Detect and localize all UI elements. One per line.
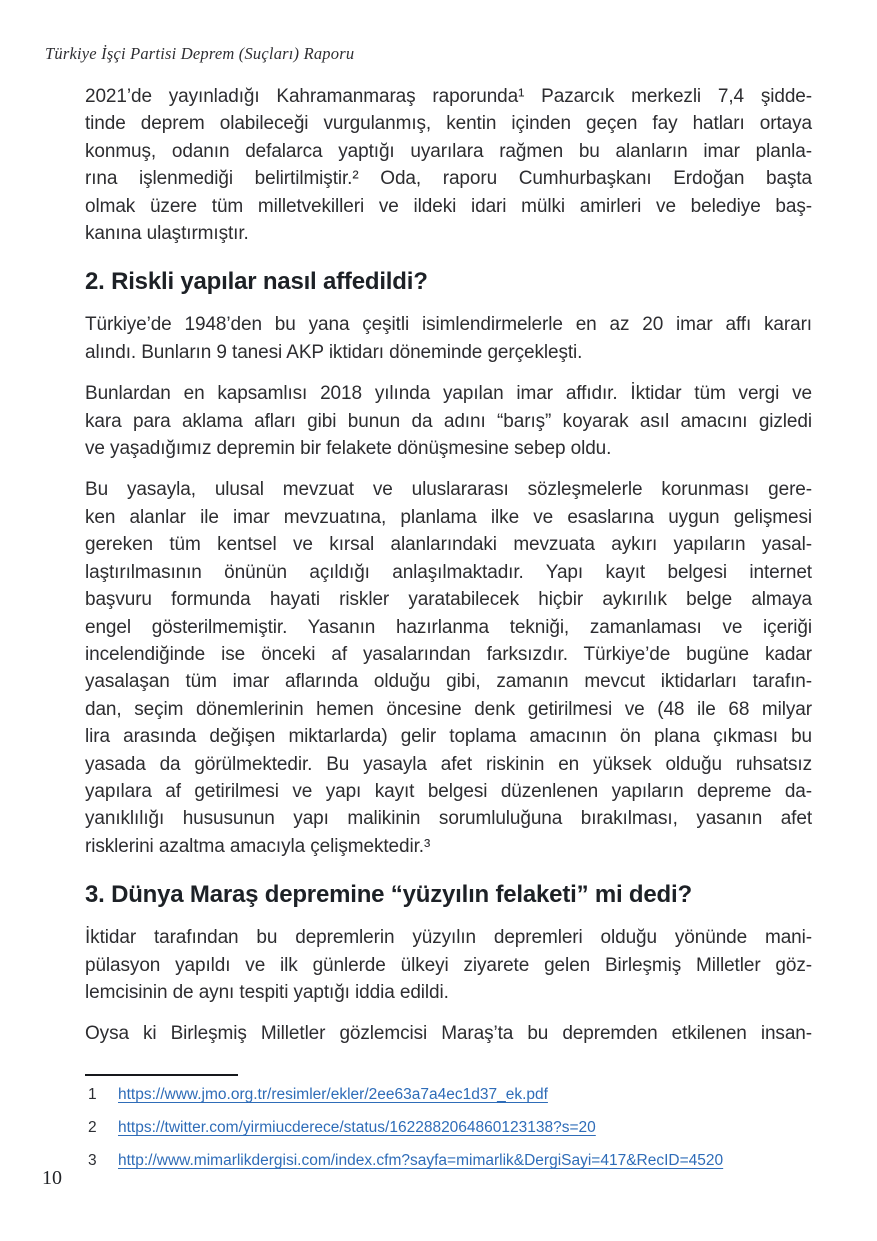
text-line: olmak üzere tüm milletvekilleri ve ildeki idari mülki amirleri ve belediye baş-	[85, 195, 812, 217]
page-number: 10	[42, 1167, 62, 1189]
text-line: gereken tüm kentsel ve kırsal alanlarındaki mevzuata aykırı yapıların yasal-	[85, 534, 812, 556]
heading-section-3-dunya-maras: 3. Dünya Maraş depremine “yüzyılın felaketi” mi dedi?	[85, 881, 692, 909]
text-line: yasada da görülmektedir. Bu yasayla afet riskinin en yüksek olduğu ruhsatsız	[85, 753, 812, 775]
text-line: Bu yasayla, ulusal mevzuat ve uluslararası sözleşmelerle korunması gere-	[85, 479, 812, 501]
text-line: engel gösterilmemiştir. Yasanın hazırlanma tekniği, zamanlaması ve içeriği	[85, 616, 812, 638]
text-line: laştırılmasının önünün açıldığı anlaşılmaktadır. Yapı kayıt belgesi internet	[85, 561, 812, 583]
text-line: kara para aklama afları gibi bunun da adını “barış” koyarak asıl amacını gizledi	[85, 410, 812, 432]
text-line: başvuru formunda hayati riskler yaratabilecek hiçbir aykırılık belge almaya	[85, 589, 812, 611]
footnotes	[88, 1078, 828, 1177]
text-line: tinde deprem olabileceği vurgulanmış, kentin içinden geçen fay hatları ortaya	[85, 113, 812, 135]
text-line: İktidar tarafından bu depremlerin yüzyılın depremleri olduğu yönünde mani-	[85, 927, 812, 949]
text-line: Oysa ki Birleşmiş Milletler gözlemcisi Maraş’ta bu depremden etkilenen insan-	[85, 1023, 812, 1045]
text-line: lira arasında değişen miktarlarda) gelir toplama amacının ön plana çıkması bu	[85, 726, 812, 748]
text-line: ve yaşadığımız depremin bir felakete dönüşmesine sebep oldu.	[85, 438, 612, 460]
footnote-link[interactable]: https://twitter.com/yirmiucderece/status/1622882064860123138?s=20	[118, 1119, 596, 1136]
text-line: Bunlardan en kapsamlısı 2018 yılında yapılan imar affıdır. İktidar tüm vergi ve	[85, 383, 812, 405]
text-line: yapılara af getirilmesi ve yapı kayıt belgesi düzenlenen yapıların depreme da-	[85, 780, 812, 802]
text-line: yanıklılığı hususunun yapı malikinin sorumluluğuna bırakılması, yasanın afet	[85, 808, 812, 830]
para-2018-imar-affi	[85, 380, 812, 462]
text-line: pülasyon yapıldı ve ilk günlerde ülkeyi ziyarete gelen Birleşmiş Milletler göz-	[85, 954, 812, 976]
text-line: 2021’de yayınladığı Kahramanmaraş raporunda¹ Pazarcık merkezli 7,4 şidde-	[85, 86, 812, 107]
text-line: yasalaşan tüm imar aflarında olduğu gibi, zamanın mevcut iktidarları tarafın-	[85, 671, 812, 693]
para-kahramanmaras-report	[85, 83, 812, 247]
footnote	[88, 1144, 828, 1177]
text-line: lemcisinin de aynı tespiti yaptığı iddia edildi.	[85, 981, 449, 1003]
para-bm-gozlemcisi	[85, 1020, 812, 1047]
text-line: ken alanlar ile imar mevzuatına, planlama ilke ve esaslarına uygun gelişmesi	[85, 506, 812, 528]
footnote-number: 3	[88, 1152, 97, 1169]
text-line: Türkiye’de 1948’den bu yana çeşitli isimlendirmelerle en az 20 imar affı kararı	[85, 314, 812, 336]
footnote	[88, 1111, 828, 1144]
footnote-number: 2	[88, 1119, 97, 1136]
text-line: dan, seçim dönemlerinin hemen öncesine denk getirilmesi ve (48 ile 68 milyar	[85, 698, 812, 720]
footnote	[88, 1078, 828, 1111]
text-line: kanına ulaştırmıştır.	[85, 223, 249, 245]
text-line: risklerini azaltma amacıyla çelişmektedir.³	[85, 835, 431, 857]
text-line: konmuş, odanın defalarca yaptığı uyarılara rağmen bu alanların imar planla-	[85, 140, 812, 162]
text-line: incelendiğinde ise önceki af yasalarından farksızdır. Türkiye’de bugüne kadar	[85, 643, 812, 665]
para-manipulasyon	[85, 924, 812, 1006]
content-column	[85, 83, 812, 1048]
text-line: alındı. Bunların 9 tanesi AKP iktidarı döneminde gerçekleşti.	[85, 341, 583, 363]
heading-section-2-riskli-yapilar: 2. Riskli yapılar nasıl affedildi?	[85, 268, 428, 296]
para-imar-affi-sayisi	[85, 311, 812, 366]
para-yasa-analizi	[85, 476, 812, 860]
footnote-link[interactable]: http://www.mimarlikdergisi.com/index.cfm?sayfa=mimarlik&DergiSayi=417&RecID=4520	[118, 1152, 724, 1169]
footnote-separator	[85, 1074, 238, 1076]
footnote-link[interactable]: https://www.jmo.org.tr/resimler/ekler/2ee63a7a4ec1d37_ek.pdf	[118, 1086, 548, 1103]
text-line: rına işlenmediği belirtilmiştir.² Oda, raporu Cumhurbaşkanı Erdoğan başta	[85, 168, 812, 190]
running-header: Türkiye İşçi Partisi Deprem (Suçları) Raporu	[45, 44, 355, 63]
footnote-number: 1	[88, 1086, 97, 1103]
